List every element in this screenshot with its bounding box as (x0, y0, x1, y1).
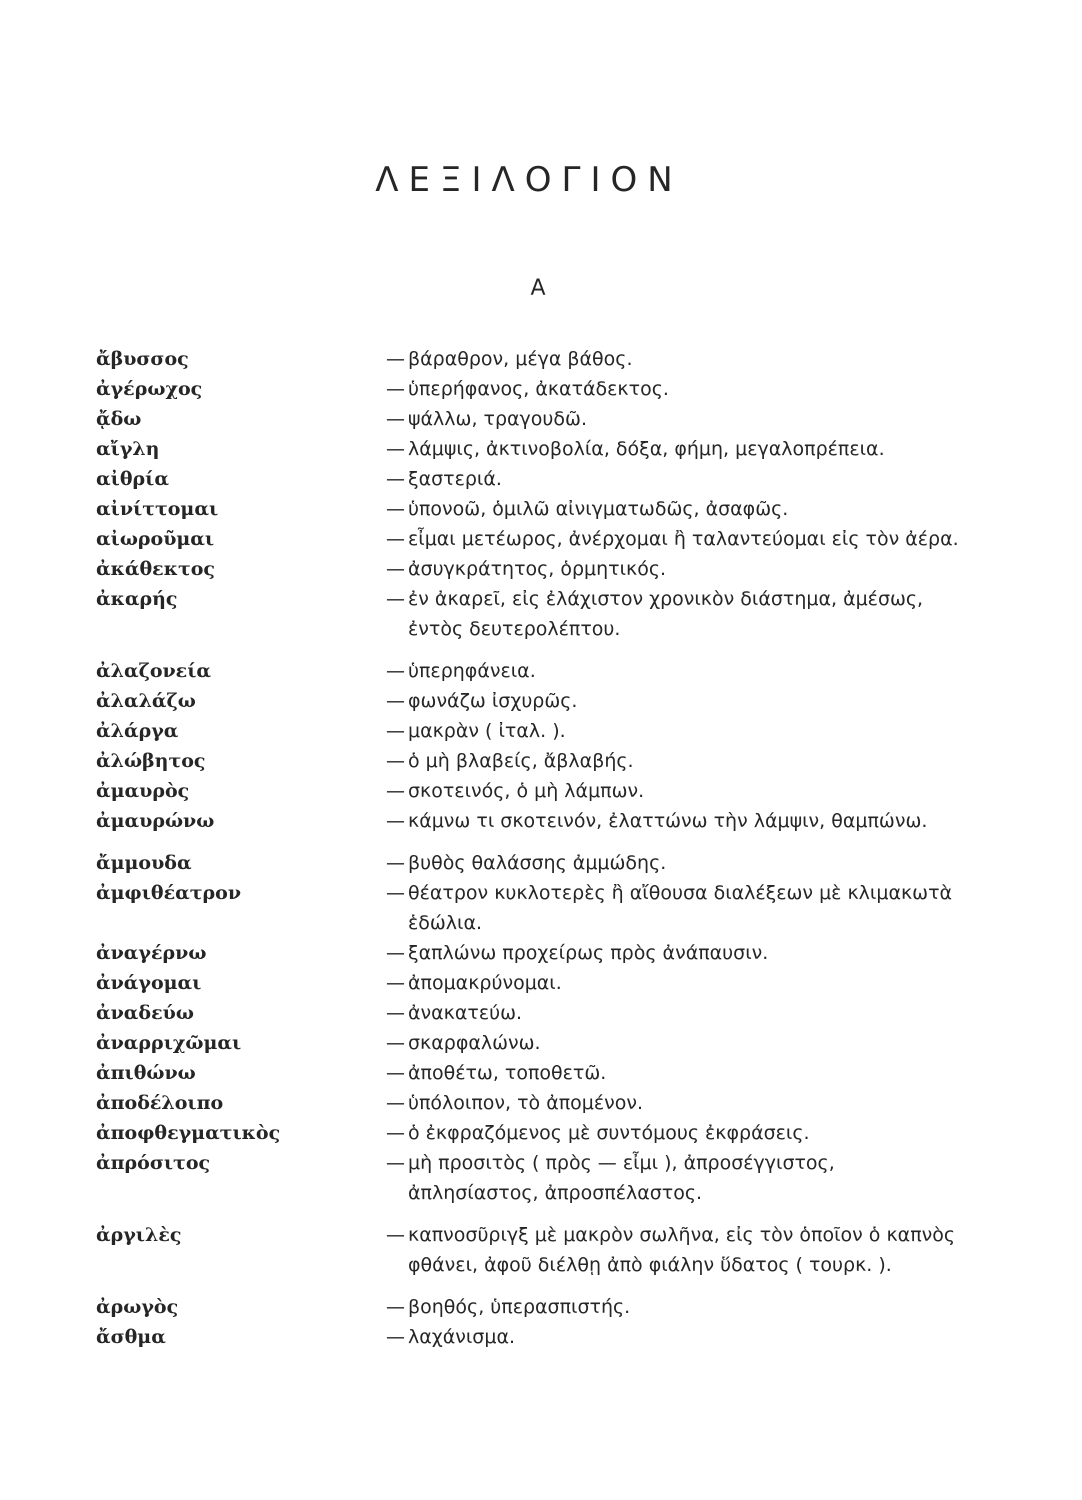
entry-term: ἀλάργα (96, 720, 179, 742)
entry-definition: φωνάζω ἰσχυρῶς. (408, 690, 578, 712)
glossary-entry (96, 878, 996, 938)
entry-term: ἀγέρωχος (96, 378, 203, 400)
entry-definition: ἐν ἀκαρεῖ, εἰς ἐλάχιστον χρονικὸν διάστημα, ἀμέσως, ἐντὸς δευτερολέπτου. (408, 588, 924, 640)
entry-dash: — (386, 588, 405, 610)
entry-definition: κάμνω τι σκοτεινόν, ἐλαττώνω τὴν λάμψιν, θαμπώνω. (408, 810, 928, 832)
glossary-entry (96, 686, 996, 716)
entry-dash: — (386, 1062, 405, 1084)
entry-term: ἀπιθώνω (96, 1062, 196, 1084)
entry-term: αἰθρία (96, 468, 169, 490)
entry-dash: — (386, 1224, 405, 1246)
entry-dash: — (386, 468, 405, 490)
entry-term: ἀκαρής (96, 588, 178, 610)
entry-dash: — (386, 852, 405, 874)
entry-definition: ξαστεριά. (408, 468, 502, 490)
entry-definition: ψάλλω, τραγουδῶ. (408, 408, 587, 430)
entry-term: ἀκάθεκτος (96, 558, 215, 580)
glossary-entry (96, 464, 996, 494)
entry-dash: — (386, 1296, 405, 1318)
glossary-entry (96, 1118, 996, 1148)
glossary-entry (96, 1148, 996, 1208)
glossary-entry (96, 374, 996, 404)
entry-term: ἀπρόσιτος (96, 1152, 211, 1174)
glossary-entry (96, 1220, 996, 1280)
section-letter-text: Α (530, 276, 546, 301)
entry-term: ἀποδέλοιπο (96, 1092, 224, 1114)
entry-definition: ὁ ἐκφραζόμενος μὲ συντόμους ἐκφράσεις. (408, 1122, 810, 1144)
entry-dash: — (386, 720, 405, 742)
entry-term: αἴγλη (96, 438, 160, 460)
entry-dash: — (386, 780, 405, 802)
entry-dash: — (386, 1326, 405, 1348)
entry-definition: ὑπερήφανος, ἀκατάδεκτος. (408, 378, 669, 400)
entry-definition: λαχάνισμα. (408, 1326, 516, 1348)
entry-term: ἀμφιθέατρον (96, 882, 242, 904)
section-letter (0, 276, 1082, 301)
entry-dash: — (386, 378, 405, 400)
entry-definition: ὑπερηφάνεια. (408, 660, 536, 682)
glossary-entry (96, 1292, 996, 1322)
glossary-entry (96, 656, 996, 686)
entry-definition: εἶμαι μετέωρος, ἀνέρχομαι ἢ ταλαντεύομαι εἰς τὸν ἀέρα. (408, 528, 959, 550)
entry-term: αἰωροῦμαι (96, 528, 215, 550)
entry-definition: σκοτεινός, ὁ μὴ λάμπων. (408, 780, 645, 802)
entry-dash: — (386, 1032, 405, 1054)
glossary-entry (96, 584, 996, 644)
entry-dash: — (386, 690, 405, 712)
entry-dash: — (386, 438, 405, 460)
entry-dash: — (386, 528, 405, 550)
entry-dash: — (386, 750, 405, 772)
glossary-entry (96, 998, 996, 1028)
entry-term: ἀμαυρὸς (96, 780, 190, 802)
entry-definition: λάμψις, ἀκτινοβολία, δόξα, φήμη, μεγαλοπρέπεια. (408, 438, 885, 460)
glossary-entry (96, 968, 996, 998)
entry-term: αἰνίττομαι (96, 498, 219, 520)
entry-definition: θέατρον κυκλοτερὲς ἢ αἴθουσα διαλέξεων μὲ κλιμακωτὰ ἑδώλια. (408, 882, 953, 934)
entry-definition: ὁ μὴ βλαβείς, ἄβλαβής. (408, 750, 634, 772)
glossary-entry (96, 344, 996, 374)
entry-definition: μακρὰν ( ἰταλ. ). (408, 720, 566, 742)
glossary-entry (96, 1322, 996, 1352)
glossary-entry (96, 404, 996, 434)
entry-dash: — (386, 498, 405, 520)
glossary-entry (96, 848, 996, 878)
entry-dash: — (386, 348, 405, 370)
entry-definition: ὑπονοῶ, ὁμιλῶ αἰνιγματωδῶς, ἀσαφῶς. (408, 498, 789, 520)
entry-definition: ἀπομακρύνομαι. (408, 972, 562, 994)
entry-term: ἄβυσσος (96, 348, 189, 370)
entry-term: ἀναδεύω (96, 1002, 194, 1024)
entry-term: ἄσθμα (96, 1326, 166, 1348)
glossary-title-text: ΛΕΞΙΛΟΓΙΟΝ (375, 160, 683, 200)
entry-definition: μὴ προσιτὸς ( πρὸς — εἶμι ), ἀπροσέγγιστος, ἀπλησίαστος, ἀπροσπέλαστος. (408, 1152, 835, 1204)
glossary-entry (96, 806, 996, 836)
entry-term: ἀναγέρνω (96, 942, 207, 964)
glossary-entry (96, 434, 996, 464)
entry-definition: βοηθός, ὑπερασπιστής. (408, 1296, 631, 1318)
entry-term: ἀνάγομαι (96, 972, 202, 994)
entry-definition: ἀνακατεύω. (408, 1002, 523, 1024)
entry-dash: — (386, 972, 405, 994)
entry-dash: — (386, 1092, 405, 1114)
glossary-entry (96, 746, 996, 776)
entry-dash: — (386, 810, 405, 832)
entry-dash: — (386, 1002, 405, 1024)
entry-term: ἄμμουδα (96, 852, 192, 874)
entry-dash: — (386, 882, 405, 904)
entry-term: ἀρωγὸς (96, 1296, 179, 1318)
glossary-title (0, 160, 1082, 200)
entry-term: ἀλαλάζω (96, 690, 196, 712)
entry-term: ἀλώβητος (96, 750, 206, 772)
entry-dash: — (386, 1122, 405, 1144)
glossary-entry (96, 524, 996, 554)
glossary-entry (96, 1028, 996, 1058)
glossary-entry (96, 716, 996, 746)
entry-dash: — (386, 942, 405, 964)
glossary-entry (96, 494, 996, 524)
entry-definition: ἀσυγκράτητος, ὁρμητικός. (408, 558, 667, 580)
entry-definition: ὑπόλοιπον, τὸ ἀπομένον. (408, 1092, 644, 1114)
glossary-entry (96, 776, 996, 806)
entry-definition: ξαπλώνω προχείρως πρὸς ἀνάπαυσιν. (408, 942, 769, 964)
entry-term: ἀργιλὲς (96, 1224, 182, 1246)
entry-definition: καπνοσῦριγξ μὲ μακρὸν σωλῆνα, εἰς τὸν ὁποῖον ὁ καπνὸς φθάνει, ἀφοῦ διέλθῃ ἀπὸ φιάλην ὕδατος ( τουρκ. ). (408, 1224, 956, 1276)
entry-dash: — (386, 1152, 405, 1174)
entry-dash: — (386, 660, 405, 682)
entry-dash: — (386, 558, 405, 580)
entry-definition: βυθὸς θαλάσσης ἀμμώδης. (408, 852, 667, 874)
entry-definition: βάραθρον, μέγα βάθος. (408, 348, 633, 370)
entry-definition: ἀποθέτω, τοποθετῶ. (408, 1062, 607, 1084)
glossary-entry (96, 1058, 996, 1088)
entry-term: ἀμαυρώνω (96, 810, 215, 832)
entry-term: ᾄδω (96, 408, 142, 430)
glossary-entry (96, 1088, 996, 1118)
glossary-list (96, 344, 996, 1352)
glossary-entry (96, 554, 996, 584)
glossary-entry (96, 938, 996, 968)
entry-definition: σκαρφαλώνω. (408, 1032, 541, 1054)
entry-term: ἀποφθεγματικὸς (96, 1122, 281, 1144)
entry-term: ἀναρριχῶμαι (96, 1032, 242, 1054)
entry-dash: — (386, 408, 405, 430)
entry-term: ἀλαζονεία (96, 660, 212, 682)
